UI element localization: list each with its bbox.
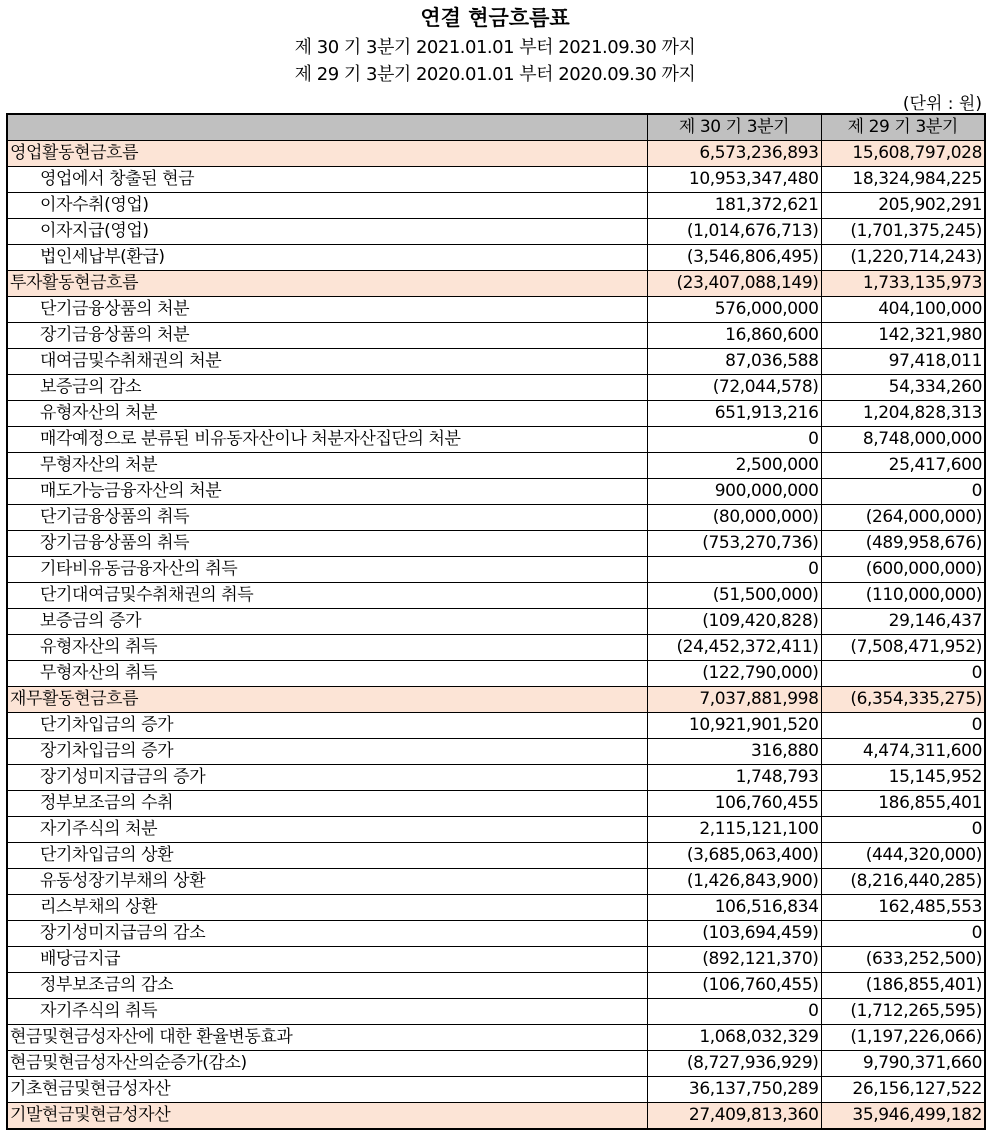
prior-period-value: 97,418,011 [821, 349, 985, 375]
prior-period-value: 4,474,311,600 [821, 739, 985, 765]
prior-period-value: 25,417,600 [821, 453, 985, 479]
page-title: 연결 현금흐름표 [420, 6, 570, 30]
row-label: 장기차입금의 증가 [7, 739, 647, 765]
row-label: 장기금융상품의 취득 [7, 531, 647, 557]
prior-period-value: (600,000,000) [821, 557, 985, 583]
table-row [7, 219, 985, 245]
row-label: 단기금융상품의 처분 [7, 297, 647, 323]
prior-period-value: 0 [821, 921, 985, 947]
current-period-value: 0 [647, 557, 821, 583]
header-current-period: 제 30 기 3분기 [647, 114, 821, 141]
table-row [7, 349, 985, 375]
prior-period-value: (186,855,401) [821, 973, 985, 999]
current-period-value: (3,546,806,495) [647, 245, 821, 271]
current-period-value: 900,000,000 [647, 479, 821, 505]
prior-period-value: (7,508,471,952) [821, 635, 985, 661]
prior-period-value: 1,204,828,313 [821, 401, 985, 427]
prior-period-value: 29,146,437 [821, 609, 985, 635]
row-label: 유형자산의 처분 [7, 401, 647, 427]
row-label: 단기금융상품의 취득 [7, 505, 647, 531]
table-row [7, 557, 985, 583]
table-header-row [7, 114, 985, 141]
table-row [7, 323, 985, 349]
current-period-value: 2,500,000 [647, 453, 821, 479]
total-row [7, 1077, 985, 1103]
row-label: 이자지급(영업) [7, 219, 647, 245]
current-period-value: (106,760,455) [647, 973, 821, 999]
table-row [7, 531, 985, 557]
row-label: 매각예정으로 분류된 비유동자산이나 처분자산집단의 처분 [7, 427, 647, 453]
prior-period-value: 0 [821, 479, 985, 505]
row-label: 재무활동현금흐름 [7, 687, 647, 713]
table-row [7, 583, 985, 609]
current-period-value: 1,748,793 [647, 765, 821, 791]
current-period-value: (80,000,000) [647, 505, 821, 531]
table-row [7, 947, 985, 973]
prior-period-value: 162,485,553 [821, 895, 985, 921]
row-label: 장기성미지급금의 증가 [7, 765, 647, 791]
table-row [7, 427, 985, 453]
row-label: 장기금융상품의 처분 [7, 323, 647, 349]
total-row [7, 1051, 985, 1077]
row-label: 대여금및수취채권의 처분 [7, 349, 647, 375]
prior-period-value: 0 [821, 661, 985, 687]
prior-period-value: 0 [821, 713, 985, 739]
row-label: 투자활동현금흐름 [7, 271, 647, 297]
current-period-value: (892,121,370) [647, 947, 821, 973]
current-period-value: 2,115,121,100 [647, 817, 821, 843]
prior-period-value: 0 [821, 817, 985, 843]
row-label: 기초현금및현금성자산 [7, 1077, 647, 1103]
row-label: 기타비유동금융자산의 취득 [7, 557, 647, 583]
table-row [7, 843, 985, 869]
row-label: 무형자산의 처분 [7, 453, 647, 479]
table-row [7, 791, 985, 817]
prior-period-value: (444,320,000) [821, 843, 985, 869]
row-label: 매도가능금융자산의 처분 [7, 479, 647, 505]
prior-period-value: (1,701,375,245) [821, 219, 985, 245]
prior-period-value: (264,000,000) [821, 505, 985, 531]
table-row [7, 895, 985, 921]
prior-period-value: 8,748,000,000 [821, 427, 985, 453]
row-label: 보증금의 증가 [7, 609, 647, 635]
prior-period-value: 205,902,291 [821, 193, 985, 219]
current-period-value: 10,921,901,520 [647, 713, 821, 739]
current-period-value: 316,880 [647, 739, 821, 765]
current-period-value: 181,372,621 [647, 193, 821, 219]
row-label: 법인세납부(환급) [7, 245, 647, 271]
row-label: 자기주식의 취득 [7, 999, 647, 1025]
table-row [7, 739, 985, 765]
table-row [7, 869, 985, 895]
section-row [7, 687, 985, 713]
current-period-value: 7,037,881,998 [647, 687, 821, 713]
section-row [7, 141, 985, 167]
table-row [7, 609, 985, 635]
table-row [7, 297, 985, 323]
prior-period-value: 54,334,260 [821, 375, 985, 401]
table-row [7, 661, 985, 687]
prior-period-value: 142,321,980 [821, 323, 985, 349]
current-period-value: 106,760,455 [647, 791, 821, 817]
current-period-value: (72,044,578) [647, 375, 821, 401]
current-period-value: 0 [647, 427, 821, 453]
current-period-value: (122,790,000) [647, 661, 821, 687]
prior-period-value: 186,855,401 [821, 791, 985, 817]
cash-flow-table [6, 113, 986, 1130]
row-label: 보증금의 감소 [7, 375, 647, 401]
header-prior-period: 제 29 기 3분기 [821, 114, 985, 141]
prior-period-value: 18,324,984,225 [821, 167, 985, 193]
row-label: 단기대여금및수취채권의 취득 [7, 583, 647, 609]
table-row [7, 973, 985, 999]
current-period-value: 106,516,834 [647, 895, 821, 921]
table-row [7, 921, 985, 947]
prior-period-value: (1,712,265,595) [821, 999, 985, 1025]
row-label: 무형자산의 취득 [7, 661, 647, 687]
row-label: 현금및현금성자산의순증가(감소) [7, 1051, 647, 1077]
current-period-value: (8,727,936,929) [647, 1051, 821, 1077]
table-row [7, 167, 985, 193]
current-period-value: (103,694,459) [647, 921, 821, 947]
row-label: 유형자산의 취득 [7, 635, 647, 661]
prior-period-value: (8,216,440,285) [821, 869, 985, 895]
prior-period-value: (633,252,500) [821, 947, 985, 973]
table-row [7, 505, 985, 531]
table-row [7, 401, 985, 427]
prior-period-value: 15,145,952 [821, 765, 985, 791]
row-label: 유동성장기부채의 상환 [7, 869, 647, 895]
current-period-value: 27,409,813,360 [647, 1103, 821, 1130]
prior-period-value: 35,946,499,182 [821, 1103, 985, 1130]
period-prior: 제 29 기 3분기 2020.01.01 부터 2020.09.30 까지 [294, 64, 696, 85]
current-period-value: 16,860,600 [647, 323, 821, 349]
current-period-value: (23,407,088,149) [647, 271, 821, 297]
section-row [7, 271, 985, 297]
current-period-value: 6,573,236,893 [647, 141, 821, 167]
row-label: 배당금지급 [7, 947, 647, 973]
period-current: 제 30 기 3분기 2021.01.01 부터 2021.09.30 까지 [294, 37, 696, 58]
current-period-value: (24,452,372,411) [647, 635, 821, 661]
unit-label: (단위 : 원) [902, 94, 982, 114]
current-period-value: (3,685,063,400) [647, 843, 821, 869]
prior-period-value: 26,156,127,522 [821, 1077, 985, 1103]
row-label: 단기차입금의 상환 [7, 843, 647, 869]
prior-period-value: 9,790,371,660 [821, 1051, 985, 1077]
table-row [7, 635, 985, 661]
table-row [7, 817, 985, 843]
current-period-value: 576,000,000 [647, 297, 821, 323]
prior-period-value: (489,958,676) [821, 531, 985, 557]
current-period-value: 651,913,216 [647, 401, 821, 427]
row-label: 정부보조금의 감소 [7, 973, 647, 999]
prior-period-value: 1,733,135,973 [821, 271, 985, 297]
current-period-value: (1,014,676,713) [647, 219, 821, 245]
header-label [7, 114, 647, 141]
current-period-value: (1,426,843,900) [647, 869, 821, 895]
prior-period-value: (1,220,714,243) [821, 245, 985, 271]
row-label: 장기성미지급금의 감소 [7, 921, 647, 947]
row-label: 기말현금및현금성자산 [7, 1103, 647, 1130]
current-period-value: 1,068,032,329 [647, 1025, 821, 1051]
current-period-value: (51,500,000) [647, 583, 821, 609]
row-label: 자기주식의 처분 [7, 817, 647, 843]
current-period-value: 10,953,347,480 [647, 167, 821, 193]
table-row [7, 999, 985, 1025]
row-label: 단기차입금의 증가 [7, 713, 647, 739]
table-row [7, 193, 985, 219]
current-period-value: (109,420,828) [647, 609, 821, 635]
total-row [7, 1025, 985, 1051]
prior-period-value: 15,608,797,028 [821, 141, 985, 167]
current-period-value: (753,270,736) [647, 531, 821, 557]
row-label: 이자수취(영업) [7, 193, 647, 219]
prior-period-value: 404,100,000 [821, 297, 985, 323]
table-row [7, 479, 985, 505]
table-row [7, 245, 985, 271]
table-row [7, 375, 985, 401]
table-row [7, 765, 985, 791]
row-label: 정부보조금의 수취 [7, 791, 647, 817]
table-row [7, 453, 985, 479]
row-label: 현금및현금성자산에 대한 환율변동효과 [7, 1025, 647, 1051]
row-label: 리스부채의 상환 [7, 895, 647, 921]
current-period-value: 87,036,588 [647, 349, 821, 375]
current-period-value: 0 [647, 999, 821, 1025]
table-row [7, 713, 985, 739]
current-period-value: 36,137,750,289 [647, 1077, 821, 1103]
section-row [7, 1103, 985, 1130]
prior-period-value: (6,354,335,275) [821, 687, 985, 713]
prior-period-value: (1,197,226,066) [821, 1025, 985, 1051]
prior-period-value: (110,000,000) [821, 583, 985, 609]
row-label: 영업에서 창출된 현금 [7, 167, 647, 193]
row-label: 영업활동현금흐름 [7, 141, 647, 167]
